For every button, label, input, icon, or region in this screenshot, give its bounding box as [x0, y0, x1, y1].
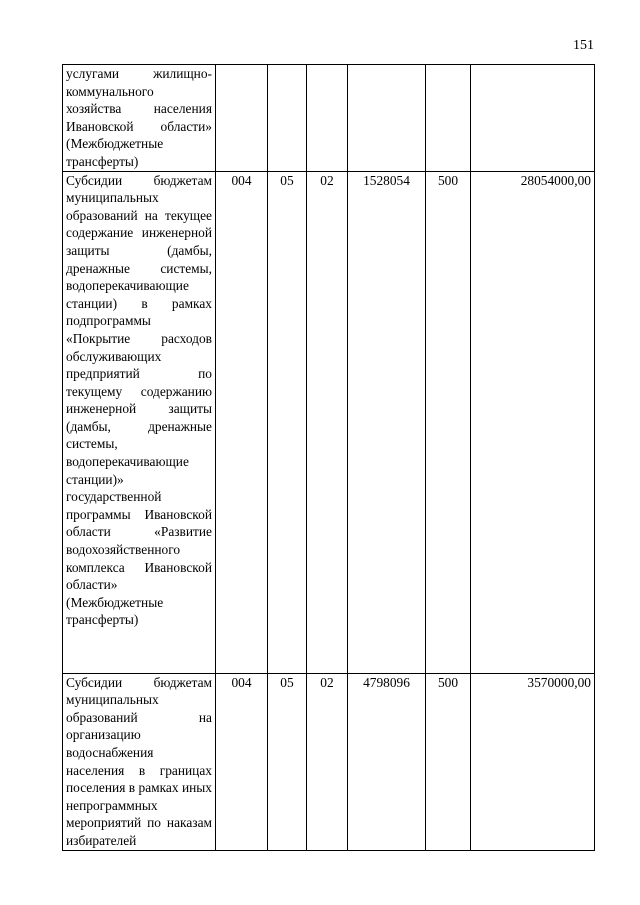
table-row: [63, 673, 595, 850]
table-row: [63, 65, 595, 172]
row-description: услугами жилищно-коммунального хозяйства населения Ивановской области» (Межбюджетные трансферты): [63, 65, 216, 172]
subsection-code-cell: 02: [307, 171, 348, 673]
row-description: Субсидии бюджетам муниципальных образований на текущее содержание инженерной защиты (дамбы, дренажные системы, водоперекачивающие станции) в рамках подпрограммы «Покрытие расходов обслуживающих предприятий по текущему содержанию инженерной защиты (дамбы, дренажные системы, водоперекачивающие станции)» государственной программы Ивановской области «Развитие водохозяйственного комплекса Ивановской области» (Межбюджетные трансферты): [63, 171, 216, 673]
target-article-cell: 4798096: [348, 673, 426, 850]
amount-cell: 3570000,00: [471, 673, 595, 850]
page-number: 151: [573, 38, 594, 53]
table-row: [63, 171, 595, 673]
target-article-cell: [348, 65, 426, 172]
amount-cell: [471, 65, 595, 172]
ministry-code-cell: [216, 65, 268, 172]
expense-type-cell: 500: [426, 673, 471, 850]
ministry-code-cell: 004: [216, 673, 268, 850]
section-code-cell: 05: [268, 673, 307, 850]
amount-cell: 28054000,00: [471, 171, 595, 673]
expense-type-cell: [426, 65, 471, 172]
subsection-code-cell: [307, 65, 348, 172]
section-code-cell: [268, 65, 307, 172]
target-article-cell: 1528054: [348, 171, 426, 673]
row-description: Субсидии бюджетам муниципальных образований на организацию водоснабжения населения в границах поселения в рамках иных непрограммных мероприятий по наказам избирателей: [63, 673, 216, 850]
budget-table: [62, 64, 595, 851]
subsection-code-cell: 02: [307, 673, 348, 850]
section-code-cell: 05: [268, 171, 307, 673]
expense-type-cell: 500: [426, 171, 471, 673]
ministry-code-cell: 004: [216, 171, 268, 673]
